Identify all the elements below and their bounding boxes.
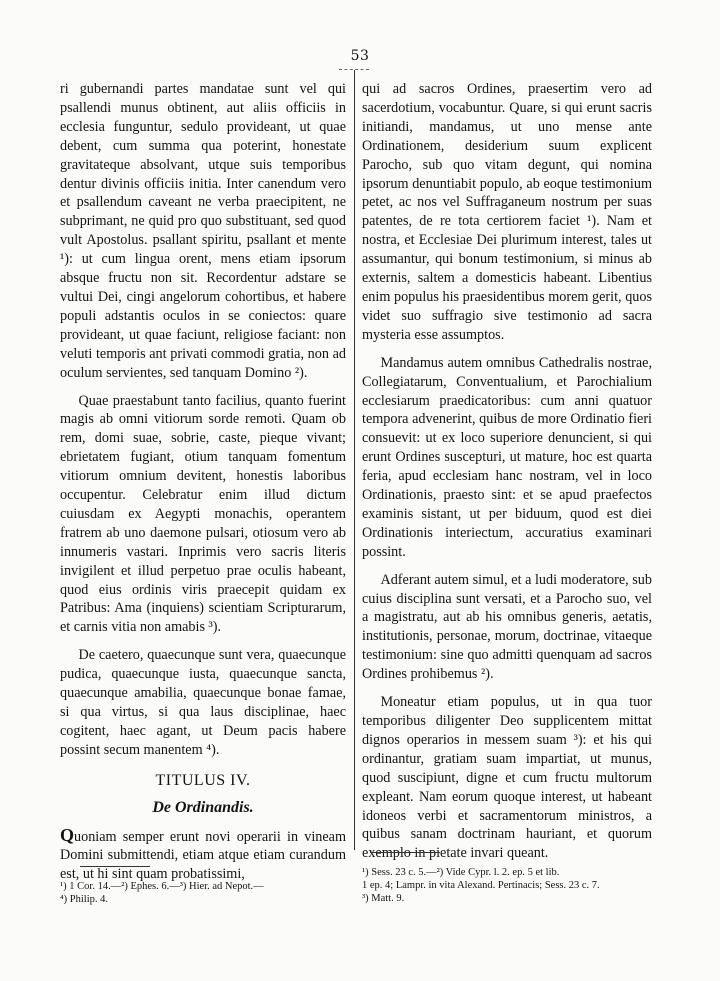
paragraph: Moneatur etiam populus, ut in qua tuor temporibus diligenter Deo supplicentem mittat dignos operarios in messem suam ³): et his qui ordinantur, gratiam suam impartiat, ut munus, quod suscipiunt, digne et cum fructu multorum expleant. Nam eorum quoque interest, ut habeant idoneos verbi et sacramentorum ministros, a quibus sanam doctrinam hauriant, et quorum exemplo in pietate invari queant. xyxy=(362,694,652,862)
left-column xyxy=(60,80,346,893)
footnote: ⁴) Philip. 4. xyxy=(60,894,108,905)
section-subtitle: De Ordinandis. xyxy=(152,798,254,816)
paragraph: Adferant autem simul, et a ludi moderatore, sub cuius disciplina sunt versati, et a Parocho suo, vel a magistratu, aut ab his omnibus generis, aetatis, institutionis, personae, morum, doctrinae, vitaeque testimonium: sine quo admitti quenquam ad sacros Ordines prohibemus ²). xyxy=(362,571,652,683)
footnote: ³) Matt. 9. xyxy=(362,893,405,904)
paragraph: ri gubernandi partes mandatae sunt vel qui psallendi munus obtinent, aut aliis officiis in ecclesia funguntur, sedulo provideant, ut quae debent, cum summa qua poterint, honestate gravitateque absolvant, utque suis temporibus dentur divinis officiis initia. Inter canendum vero et psallendum caveant ne verba praecipitent, ne subprimant, ne quid pro quo substituant, sed quod vult Apostolus. psallant spiritu, psallant et mente ¹): ut cum lingua orent, mens etiam ipsorum absque fructu non sit. Recordentur adstare se vultui Dei, cingi angelorum cohortibus, et habere populi adstantis oculos in se coniectos: quare provideant, ut quae faciunt, religiose faciant: non veluti temporis ant privati commodi gratia, non ad oculum servientes, sed tanquam Domino ²). xyxy=(60,81,346,381)
opening-text: uoniam semper erunt novi operarii in vineam Domini submittendi, etiam atque etiam curandum est, ut hi sint quam probatissimi, xyxy=(60,828,346,883)
paragraph: Quae praestabunt tanto facilius, quanto fuerint magis ab omni vitiorum sorde remoti. Quam ob rem, domi suae, sobrie, caste, pieque vivant; ebrietatem fugiant, otium tanquam fomentum vitiorum omnium devitent, honestis laboribus occupentur. Celebratur enim illud dictum cuiusdam ex Aegypti monachis, operantem fratrem ab uno daemone pulsari, otiosum vero ab innumeris vastari. Inprimis vero sacris literis invigilent et illud perpetuo prae oculis habeant, quod eius ordinis viris praecepit quidam ex Patribus: Ama (inquiens) scientiam Scripturarum, et carnis vitia non amabis ³). xyxy=(60,392,346,636)
footnote: ¹) 1 Cor. 14.—²) Ephes. 6.—³) Hier. ad Nepot.— xyxy=(60,881,264,892)
footnotes-right xyxy=(362,866,656,905)
column-divider xyxy=(354,70,355,850)
footnote: ¹) Sess. 23 c. 5.—²) Vide Cypr. l. 2. ep. 5 et lib. xyxy=(362,867,560,878)
paragraph: qui ad sacros Ordines, praesertim vero ad sacerdotium, vocabuntur. Quare, si qui erunt sacris initiandi, mandamus, ut uno mense ante Ordinationem, desiderium suum explicent Parocho, sub quo vitam degunt, qui nomina ipsorum denuntiabit populo, ab eoque testimonium petet, ac nos vel Suffraganeum nostrum per suas patentes, de re tota certiorem faciet ¹). Nam et nostra, et Ecclesiae Dei plurimum interest, tales ut assumantur, qui bonum testimonium, si minus ab externis, saltem a domesticis habeant. Libentius enim populus his praesidentibus morem gerit, quos videt suo suffragio sive testimonio ad sacra mysteria esse assumptos. xyxy=(362,81,652,343)
footnote-rule-right xyxy=(370,852,440,853)
page-number: 53 xyxy=(350,48,370,64)
paragraph: Mandamus autem omnibus Cathedralis nostrae, Collegiatarum, Conventualium, et Parochialium ecclesiarum praedicatoribus: cum anni quatuor tempora advenerint, quibus de more Ordinatio fieri consuevit: ut ex loco superiore denuncient, si qui erunt Ordines suscepturi, ut mature, hoc est quarta feria, apud ecclesiam hanc nostram, vel in loco Ordinationis, praesto sint: et se apud praefectos examinis sistant, ut per biduum, quod est diei Ordinationis interiectum, accuratius examinari possint. xyxy=(362,354,652,560)
opening-paragraph xyxy=(60,826,346,885)
footnote-rule-left xyxy=(80,866,150,867)
section-title: TITULUS IV. xyxy=(155,771,251,789)
right-column xyxy=(362,80,652,872)
footnote: 1 ep. 4; Lampr. in vita Alexand. Pertinacis; Sess. 23 c. 7. xyxy=(362,880,600,891)
dropcap: Q xyxy=(60,824,75,845)
paragraph: De caetero, quaecunque sunt vera, quaecunque pudica, quaecunque iusta, quaecunque sancta, quaecunque amabilia, quaecunque bonae famae, si qua virtus, si qua laus disciplinae, haec cogitent, haec agant, ut Deum pacis habere possint secum manentem ⁴). xyxy=(60,647,346,758)
footnotes-left xyxy=(60,880,354,906)
